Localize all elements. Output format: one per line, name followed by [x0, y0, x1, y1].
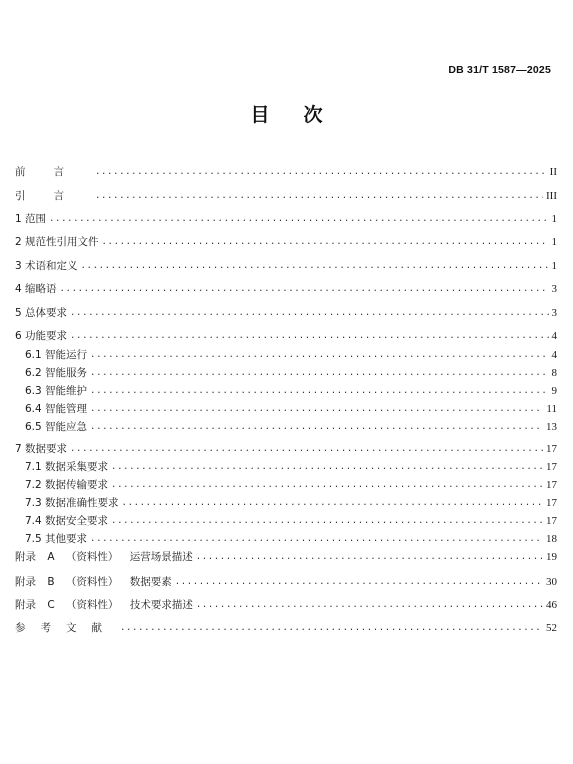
toc-entry-label: 7.3 数据准确性要求 — [25, 497, 119, 509]
toc-entry-page: 4 — [551, 330, 557, 342]
toc-entry-page: 3 — [551, 307, 557, 319]
toc-entry-page: 52 — [546, 622, 557, 634]
toc-entry-label: 5 总体要求 — [15, 307, 68, 319]
toc-entry[interactable] — [15, 574, 557, 590]
toc-entry[interactable] — [15, 441, 557, 457]
toc-entry[interactable] — [15, 419, 557, 435]
toc-entry-label: 6.3 智能维护 — [25, 385, 88, 397]
toc-leader-dots — [70, 441, 543, 457]
toc-entry-page: 11 — [546, 403, 557, 415]
toc-entry-label: 前言 — [15, 166, 92, 178]
toc-leader-dots — [120, 620, 543, 636]
toc-entry-label: 引言 — [15, 190, 92, 202]
toc-entry-label: 4 缩略语 — [15, 283, 57, 295]
toc-entry[interactable] — [15, 401, 557, 417]
toc-leader-dots — [60, 281, 549, 297]
toc-entry-page: 17 — [546, 443, 557, 455]
toc-entry[interactable] — [15, 459, 557, 475]
toc-entry-page: 1 — [551, 236, 557, 248]
toc-entry-page: 19 — [546, 551, 557, 563]
toc-leader-dots — [81, 258, 549, 274]
toc-leader-dots — [175, 574, 543, 590]
toc-entry[interactable] — [15, 164, 557, 180]
toc-leader-dots — [90, 365, 548, 381]
toc-entry-label: 6.1 智能运行 — [25, 349, 88, 361]
toc-entry[interactable] — [15, 211, 557, 227]
toc-entry-page: 3 — [551, 283, 557, 295]
toc-entry[interactable] — [15, 188, 557, 204]
toc-entry-label: 附录 B （资料性） 数据要素 — [15, 576, 172, 588]
toc-entry-label: 1 范围 — [15, 213, 47, 225]
toc-entry-page: 1 — [551, 213, 557, 225]
toc-entry-label: 参考文献 — [15, 622, 117, 634]
toc-entry[interactable] — [15, 347, 557, 363]
toc-leader-dots — [49, 211, 548, 227]
toc-entry[interactable] — [15, 258, 557, 274]
toc-entry-label: 7.5 其他要求 — [25, 533, 88, 545]
document-code: DB 31/T 1587—2025 — [448, 64, 551, 76]
toc-entry-label: 附录 C （资料性） 技术要求描述 — [15, 599, 193, 611]
toc-leader-dots — [111, 513, 543, 529]
toc-entry[interactable] — [15, 365, 557, 381]
toc-entry[interactable] — [15, 531, 557, 547]
toc-entry-label: 6.5 智能应急 — [25, 421, 88, 433]
toc-title-char: 次 — [303, 104, 323, 126]
toc-entry-page: 30 — [546, 576, 557, 588]
toc-entry-label: 7.4 数据安全要求 — [25, 515, 109, 527]
toc-entry[interactable] — [15, 549, 557, 565]
toc-entry[interactable] — [15, 281, 557, 297]
toc-entry[interactable] — [15, 305, 557, 321]
toc-leader-dots — [95, 164, 547, 180]
toc-entry-page: 46 — [546, 599, 557, 611]
toc-entry-label: 6.4 智能管理 — [25, 403, 88, 415]
toc-leader-dots — [90, 383, 548, 399]
toc-leader-dots — [70, 305, 548, 321]
toc-entry-page: 17 — [546, 461, 557, 473]
toc-entry-label: 2 规范性引用文件 — [15, 236, 99, 248]
toc-entry-page: 4 — [551, 349, 557, 361]
toc-entry[interactable] — [15, 234, 557, 250]
toc-leader-dots — [122, 495, 543, 511]
toc-entry[interactable] — [15, 477, 557, 493]
toc-leader-dots — [196, 549, 543, 565]
toc-entry-page: II — [549, 166, 557, 178]
toc-title — [0, 100, 573, 127]
toc-entry-label: 6 功能要求 — [15, 330, 68, 342]
toc-leader-dots — [95, 188, 543, 204]
toc-leader-dots — [70, 328, 548, 344]
toc-title-char: 目 — [250, 104, 270, 126]
toc-leader-dots — [90, 419, 543, 435]
toc-entry-label: 7.2 数据传输要求 — [25, 479, 109, 491]
toc-entry-label: 7 数据要求 — [15, 443, 68, 455]
toc-leader-dots — [90, 531, 543, 547]
toc-entry-page: 18 — [546, 533, 557, 545]
toc-entry-page: 13 — [546, 421, 557, 433]
toc-leader-dots — [90, 401, 543, 417]
toc-entry[interactable] — [15, 513, 557, 529]
toc-entry-page: III — [546, 190, 557, 202]
toc-entry-page: 1 — [551, 260, 557, 272]
toc-entry-page: 17 — [546, 497, 557, 509]
toc-entry[interactable] — [15, 495, 557, 511]
toc-entry-page: 17 — [546, 479, 557, 491]
toc-entry-label: 7.1 数据采集要求 — [25, 461, 109, 473]
toc-leader-dots — [196, 597, 543, 613]
toc-entry[interactable] — [15, 328, 557, 344]
toc-leader-dots — [111, 477, 543, 493]
toc-leader-dots — [111, 459, 543, 475]
toc-entry-page: 8 — [551, 367, 557, 379]
toc-entry-page: 9 — [551, 385, 557, 397]
toc-entry[interactable] — [15, 383, 557, 399]
toc-entry-label: 6.2 智能服务 — [25, 367, 88, 379]
toc-entry[interactable] — [15, 597, 557, 613]
toc-leader-dots — [102, 234, 549, 250]
toc-entry-label: 3 术语和定义 — [15, 260, 78, 272]
toc-leader-dots — [90, 347, 548, 363]
toc-entry-page: 17 — [546, 515, 557, 527]
toc-entry[interactable] — [15, 620, 557, 636]
toc-entry-label: 附录 A （资料性） 运营场景描述 — [15, 551, 193, 563]
